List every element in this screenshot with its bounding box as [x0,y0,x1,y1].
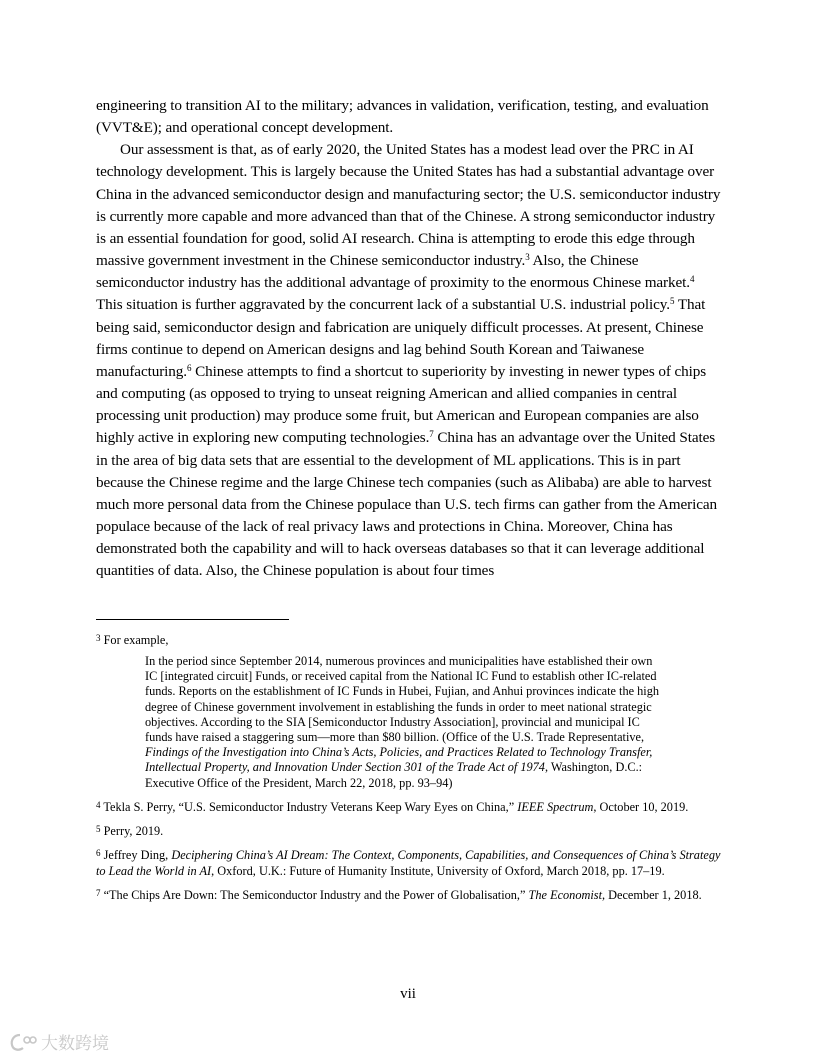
body-text [96,95,722,582]
footnote-6-title: Deciphering China’s AI Dream: The Context, Components, Capabilities, and Consequences of China’s Strategy to Lead the World in AI [96,847,721,878]
footnote-6-pre: Jeffrey Ding, [103,847,172,862]
paragraph-2-sentence-2: Also, the Chinese semiconductor industry has the additional advantage of proximity to the enormous Chinese market. [96,252,690,292]
footnote-3 [96,632,722,791]
footnote-3-lead: For example, [103,633,169,647]
paragraph-2 [96,139,722,582]
footnote-6 [96,847,722,879]
footnote-3-number: 3 [96,633,101,643]
footnote-4-number: 4 [96,799,101,810]
footnote-ref-4[interactable]: 4 [689,274,695,285]
footnote-3-quote-title: Findings of the Investigation into China’s Acts, Policies, and Practices Related to Technology Transfer, Intellectual Property, and Innovation Under Section 301 of the Trade Act of 1974 [145,745,653,775]
footnote-6-post: , Oxford, U.K.: Future of Humanity Institute, University of Oxford, March 2018, pp. 17–19. [211,863,665,878]
footnote-7 [96,887,722,903]
footnote-5-number: 5 [96,823,101,834]
footnote-4-pre: Tekla S. Perry, “U.S. Semiconductor Industry Veterans Keep Wary Eyes on China,” [103,799,518,814]
watermark [8,1029,109,1054]
footnote-4-title: IEEE Spectrum [517,799,594,814]
footnote-7-pre: “The Chips Are Down: The Semiconductor Industry and the Power of Globalisation,” [103,887,529,902]
footnote-4 [96,799,722,815]
footnote-6-number: 6 [96,847,101,858]
footnote-ref-6[interactable]: 6 [186,362,192,373]
page-number: vii [400,986,416,1002]
footnote-5 [96,823,722,839]
watermark-logo-icon [8,1031,38,1053]
footnote-7-post: December 1, 2018. [605,887,702,902]
footnote-separator [96,619,289,620]
footnote-5-text: Perry, 2019. [103,823,164,838]
paragraph-2-sentence-1: Our assessment is that, as of early 2020, the United States has a modest lead over the PRC in AI technology development. This is largely because the United States has had a substantial advantage over China in the advanced semiconductor design and manufacturing sector; the U.S. semiconductor industry is currently more capable and more advanced than that of the Chinese. A strong semiconductor industry is an essential foundation for good, solid AI research. China is attempting to erode this edge through massive government investment in the Chinese semiconductor industry. [96,141,721,270]
footnote-7-number: 7 [96,887,101,898]
footnote-3-quote [145,654,666,791]
footnote-4-post: , October 10, 2019. [593,799,689,814]
paragraph-2-sentence-5: Chinese attempts to find a shortcut to superiority by investing in newer types of chips and computing (as opposed to trying to unseat reigning American and allied companies in central processing unit production) may produce some fruit, but American and European companies are also highly active in exploring new computing technologies. [96,362,707,447]
footnotes [96,632,722,911]
paragraph-2-sentence-6: China has an advantage over the United States in the area of big data sets that are essential to the development of ML applications. This is in part because the Chinese regime and the large Chinese tech companies (such as Alibaba) are able to harvest much more personal data from the Chinese populace than U.S. tech firms can gather from the American populace because of the lack of real privacy laws and protections in China. Moreover, China has demonstrated both the capability and will to hack overseas databases so that it can leverage additional quantities of data. Also, the Chinese population is about four times [96,429,718,580]
paragraph-2-sentence-3: This situation is further aggravated by the concurrent lack of a substantial U.S. industrial policy. [96,296,671,314]
watermark-text: 大数跨境 [41,1034,109,1054]
footnote-ref-7[interactable]: 7 [429,429,434,440]
footnote-3-quote-text: In the period since September 2014, numerous provinces and municipalities have established their own IC [integrated circuit] Funds, or received capital from the National IC Fund to establish other IC-related funds. Reports on the establishment of IC Funds in Hubei, Fujian, and Anhui provinces indicate the high degree of Chinese government involvement in establishing the funds in order to meet national strategic objectives. According to the SIA [Semiconductor Industry Association], provincial and municipal IC funds have raised a staggering sum—more than $80 billion. (Office of the U.S. Trade Representative, [145,654,660,745]
footnote-3-quote-tail: , Washington, D.C.: Executive Office of the President, March 22, 2018, pp. 93–94) [145,760,643,790]
paragraph-1: engineering to transition AI to the military; advances in validation, verification, testing, and evaluation (VVT&E); and operational concept development. [96,97,709,137]
footnote-7-title: The Economist, [528,887,606,902]
footnote-ref-5[interactable]: 5 [670,296,675,307]
footnote-ref-3[interactable]: 3 [525,252,530,263]
paragraph-2-sentence-4: That being said, semiconductor design and fabrication are uniquely difficult processes. At present, Chinese firms continue to depend on American designs and lag behind South Korean and Taiwanese manufacturing. [96,296,706,380]
